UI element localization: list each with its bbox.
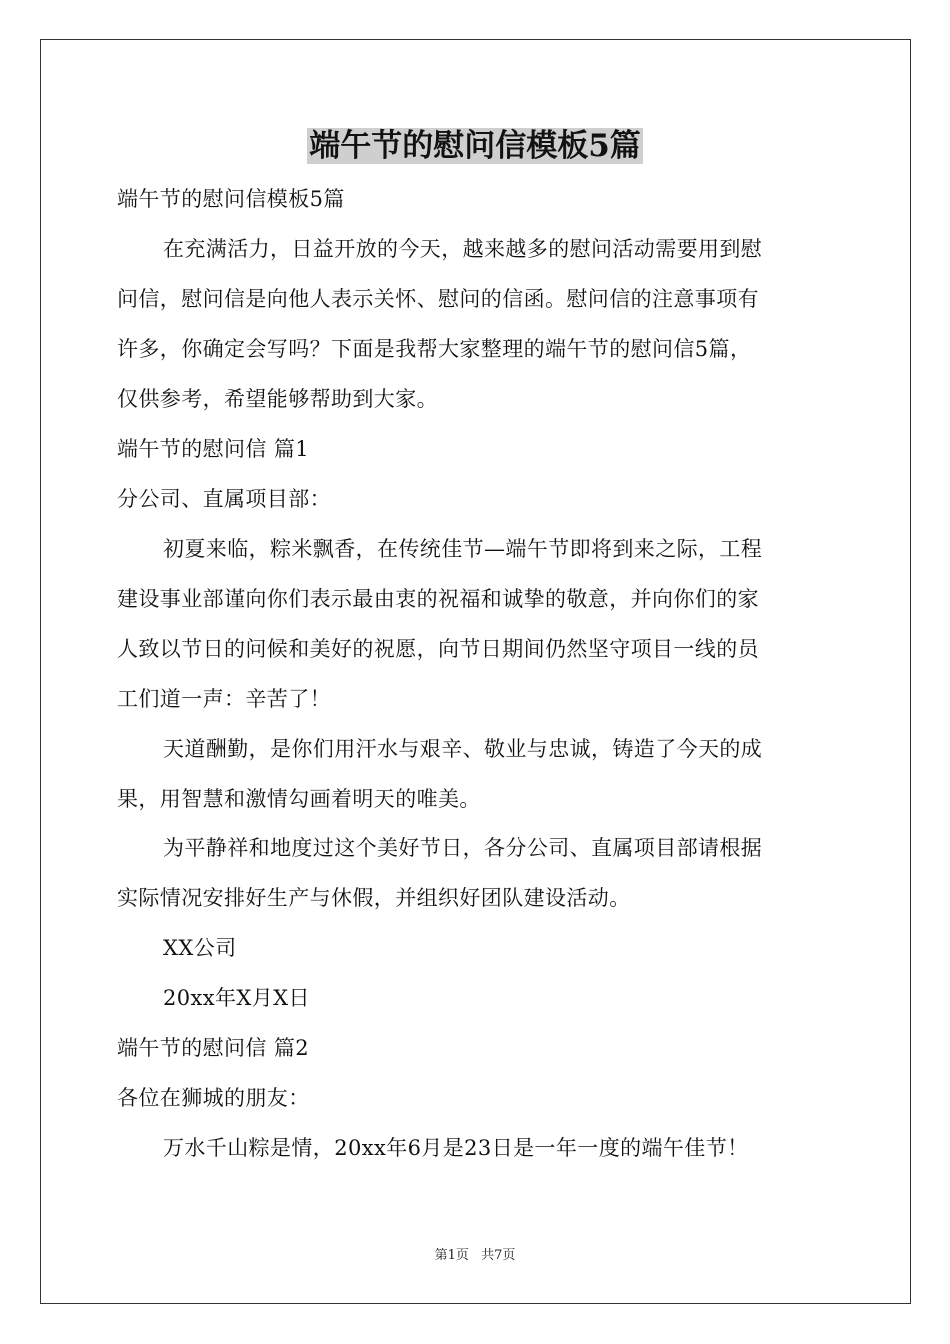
document-title [0, 124, 950, 168]
page-number: 第1页 [434, 1248, 469, 1263]
letter2-salutation: 各位在狮城的朋友： [117, 1086, 310, 1110]
letter1-heading: 端午节的慰问信 篇1 [117, 437, 310, 461]
letter1-paragraph-line: 实际情况安排好生产与休假，并组织好团队建设活动。 [117, 886, 631, 910]
letter1-paragraph-line: 初夏来临，粽米飘香，在传统佳节—端午节即将到来之际，工程 [163, 537, 763, 561]
page-total: 共7页 [481, 1248, 516, 1263]
letter1-salutation: 分公司、直属项目部： [117, 487, 331, 511]
letter2-paragraph-line: 万水千山粽是情，20xx年6月是23日是一年一度的端午佳节！ [163, 1136, 749, 1160]
letter1-paragraph-line: 人致以节日的问候和美好的祝愿，向节日期间仍然坚守项目一线的员 [117, 637, 759, 661]
intro-line: 许多，你确定会写吗？下面是我帮大家整理的端午节的慰问信5篇， [117, 337, 752, 361]
letter1-date: 20xx年X月X日 [163, 986, 310, 1010]
letter1-signature: XX公司 [163, 936, 237, 960]
letter1-paragraph-line: 天道酬勤，是你们用汗水与艰辛、敬业与忠诚，铸造了今天的成 [163, 737, 763, 761]
intro-line: 问信，慰问信是向他人表示关怀、慰问的信函。慰问信的注意事项有 [117, 287, 759, 311]
letter1-paragraph-line: 工们道一声：辛苦了！ [117, 687, 331, 711]
page-footer [0, 1247, 950, 1265]
document-title-text: 端午节的慰问信模板5篇 [309, 128, 641, 164]
intro-line: 在充满活力，日益开放的今天，越来越多的慰问活动需要用到慰 [163, 237, 763, 261]
page-border [40, 39, 911, 1304]
subtitle: 端午节的慰问信模板5篇 [117, 187, 345, 211]
letter2-heading: 端午节的慰问信 篇2 [117, 1036, 310, 1060]
intro-line: 仅供参考，希望能够帮助到大家。 [117, 387, 438, 411]
letter1-paragraph-line: 果，用智慧和激情勾画着明天的唯美。 [117, 787, 481, 811]
letter1-paragraph-line: 建设事业部谨向你们表示最由衷的祝福和诚挚的敬意，并向你们的家 [117, 587, 759, 611]
letter1-paragraph-line: 为平静祥和地度过这个美好节日，各分公司、直属项目部请根据 [163, 836, 763, 860]
